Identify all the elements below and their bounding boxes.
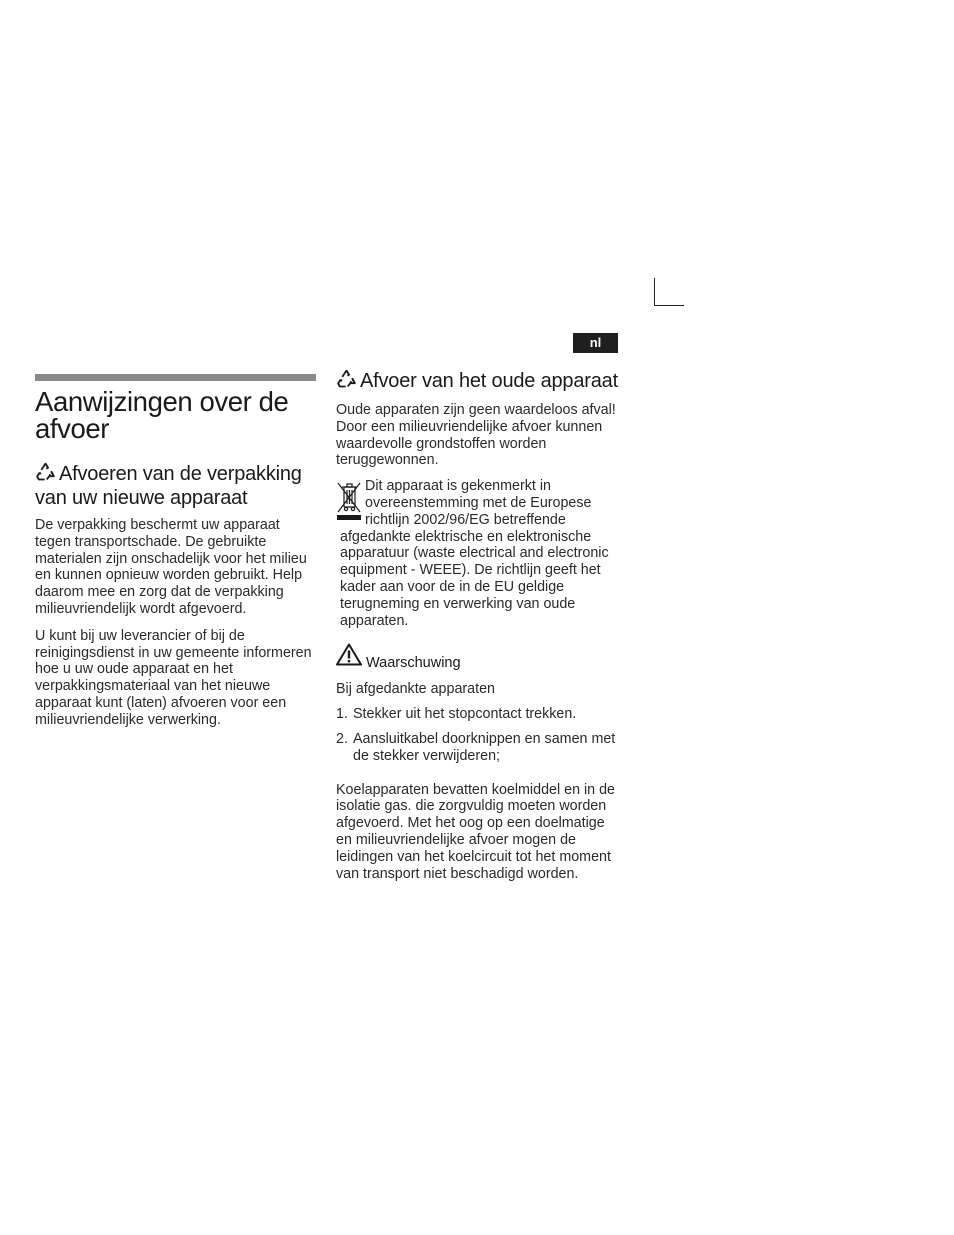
crop-mark-horizontal (654, 305, 684, 306)
section-title-packaging (35, 462, 316, 509)
title-bar-rule (35, 374, 316, 381)
crop-mark-vertical (654, 278, 655, 306)
weee-line-1: Dit apparaat is gekenmerkt in (365, 478, 551, 495)
warning-label: Waarschuwing (366, 655, 461, 672)
old-appliance-paragraph: Oude apparaten zijn geen waardeloos afval! Door een milieuvriendelijke afvoer kunnen waardevolle grondstoffen worden teruggewonnen. (336, 402, 616, 469)
refrigerant-paragraph: Koelapparaten bevatten koelmiddel en in de isolatie gas. die zorgvuldig moeten worden afgevoerd. Met het oog op een doelmatige en milieuvriendelijke afvoer mogen de leidingen van het koelcircuit tot het moment van transport niet beschadigd worden. (336, 781, 615, 882)
step-number: 1. (336, 706, 348, 723)
right-column (336, 369, 618, 882)
weee-line-3: richtlijn 2002/96/EG betreffende (365, 511, 566, 528)
crossed-out-bin-icon (336, 480, 362, 527)
warning-heading (336, 643, 618, 671)
recycle-icon (35, 462, 56, 487)
page-title: Aanwijzingen over de afvoer (35, 386, 289, 444)
weee-line-2: overeenstemming met de Europese (365, 494, 592, 511)
weee-notice (336, 478, 618, 629)
section-title-old-appliance-text: Afvoer van het oude apparaat (360, 370, 618, 392)
warning-intro: Bij afgedankte apparaten (336, 681, 495, 698)
packaging-paragraph-1: De verpakking beschermt uw apparaat tegen transportschade. De gebruikte materialen zijn onschadelijk voor het milieu en kunnen opnieuw worden gebruikt. Help daarom mee en zorg dat de verpakking milieuvriendelijk wordt afgevoerd. (35, 517, 307, 617)
weee-description: afgedankte elektrische en elektronische apparatuur (waste electrical and electronic equipment - WEEE). De richtlijn geeft het kader aan voor de in de EU geldige terugneming en verwerking van oude apparaten. (340, 528, 609, 629)
recycle-icon (336, 369, 357, 394)
step-text: Stekker uit het stopcontact trekken. (353, 706, 577, 723)
warning-triangle-icon (336, 643, 362, 671)
step-text: Aansluitkabel doorknippen en samen met de stekker verwijderen; (353, 730, 616, 764)
section-title-old-appliance (336, 369, 618, 394)
language-tab: nl (573, 333, 618, 353)
list-item (336, 731, 618, 765)
step-number: 2. (336, 730, 348, 747)
list-item (336, 706, 618, 723)
left-column (35, 374, 316, 729)
packaging-paragraph-2: U kunt bij uw leverancier of bij de reinigingsdienst in uw gemeente informeren hoe u uw oude apparaat en het verpakkingsmateriaal van het nieuwe apparaat kunt (laten) afvoeren voor een milieuvriendelijke verwerking. (35, 627, 312, 728)
section-title-packaging-text: Afvoeren van de verpakking van uw nieuwe apparaat (35, 463, 302, 509)
warning-steps-list (336, 706, 618, 764)
